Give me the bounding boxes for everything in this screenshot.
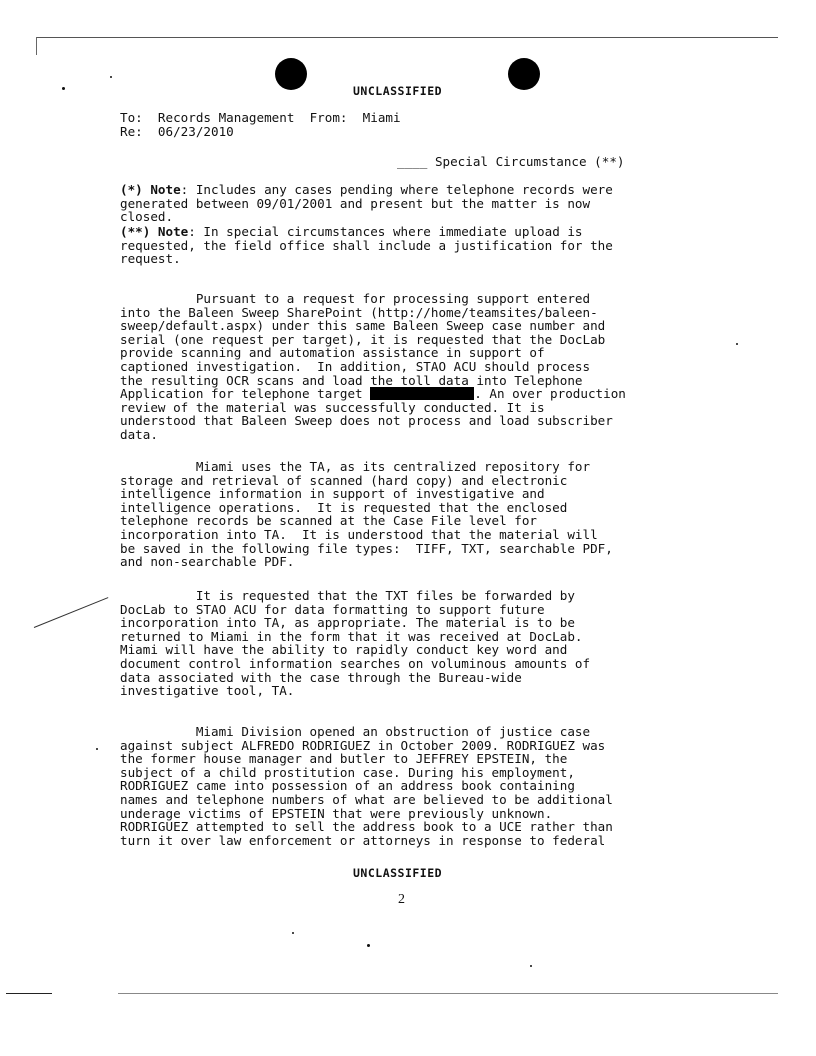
p4-line: Miami Division opened an obstruction of justice case — [120, 724, 591, 739]
p1-redaction-line-end: . An over production — [474, 386, 626, 402]
special-circumstance-line — [397, 155, 625, 169]
p4-line: names and telephone numbers of what are believed to be additional — [120, 791, 613, 807]
speck — [736, 343, 738, 345]
speck — [62, 87, 65, 90]
page-number: 2 — [398, 892, 405, 907]
note-1-line-2: generated between 09/01/2001 and present but the matter is now — [120, 195, 591, 211]
p3-line: Miami will have the ability to rapidly conduct key word and — [120, 642, 568, 658]
p1-line: Pursuant to a request for processing support entered — [120, 291, 591, 306]
punch-hole-right — [508, 58, 540, 90]
classification-top: UNCLASSIFIED — [353, 84, 443, 98]
p1-line: review of the material was successfully conducted. It is — [120, 399, 545, 415]
p4-line: subject of a child prostitution case. During his employment, — [120, 764, 575, 780]
p3-line: data associated with the case through the Bureau-wide — [120, 669, 522, 685]
scan-border-left — [36, 37, 37, 55]
p2-line: incorporation into TA. It is understood that the material will — [120, 526, 598, 542]
note-1-line-1: : Includes any cases pending where telephone records were — [180, 182, 613, 197]
classification-bottom: UNCLASSIFIED — [353, 866, 443, 880]
p4-line: against subject ALFREDO RODRIGUEZ in October 2009. RODRIGUEZ was — [120, 737, 606, 753]
re-label: Re: — [120, 124, 143, 139]
p3-line: returned to Miami in the form that it was received at DocLab. — [120, 628, 583, 644]
p1-line: into the Baleen Sweep SharePoint (http://home/teamsites/baleen- — [120, 304, 598, 320]
p2-line: be saved in the following file types: TIFF, TXT, searchable PDF, — [120, 540, 613, 556]
note-1-marker: (*) Note — [120, 182, 181, 197]
p1-line: captioned investigation. In addition, STAO ACU should process — [120, 358, 591, 374]
re-line — [120, 125, 234, 139]
p3-line: incorporation into TA, as appropriate. The material is to be — [120, 615, 575, 631]
punch-hole-left — [275, 58, 307, 90]
note-1 — [120, 183, 700, 224]
p2-line: intelligence operations. It is requested that the enclosed — [120, 499, 568, 515]
to-label: To: — [120, 110, 143, 125]
margin-pen-mark — [34, 597, 109, 628]
from-value: Miami — [362, 110, 401, 125]
speck — [367, 944, 370, 947]
p1-line: data. — [120, 426, 158, 442]
re-value: 06/23/2010 — [157, 124, 234, 139]
note-2-marker: (**) Note — [120, 224, 189, 239]
p4-line: RODRIGUEZ came into possession of an address book containing — [120, 778, 575, 794]
paragraph-4 — [120, 725, 700, 847]
p2-line: telephone records be scanned at the Case File level for — [120, 513, 538, 529]
to-value: Records Management — [157, 110, 295, 125]
from-label: From: — [309, 110, 348, 125]
p4-line: turn it over law enforcement or attorneys in response to federal — [120, 832, 606, 848]
p1-line: sweep/default.aspx) under this same Baleen Sweep case number and — [120, 318, 606, 334]
speck — [292, 932, 294, 934]
p2-line: intelligence information in support of investigative and — [120, 486, 545, 502]
special-circumstance-label: Special Circumstance (**) — [434, 154, 625, 169]
p3-line: document control information searches on voluminous amounts of — [120, 655, 591, 671]
p1-line: provide scanning and automation assistance in support of — [120, 345, 545, 361]
p1-line: understood that Baleen Sweep does not process and load subscriber — [120, 413, 613, 429]
scan-border-bottom-left — [6, 993, 52, 994]
p2-line: Miami uses the TA, as its centralized repository for — [120, 459, 591, 474]
special-blank: ____ — [397, 154, 428, 169]
note-2 — [120, 225, 700, 266]
p4-line: the former house manager and butler to JEFFREY EPSTEIN, the — [120, 751, 568, 767]
paragraph-2 — [120, 460, 700, 569]
scan-border-top — [36, 37, 778, 38]
p3-line: It is requested that the TXT files be forwarded by — [120, 588, 575, 603]
p1-redaction-line-start: Application for telephone target — [120, 386, 371, 402]
redaction-block — [370, 387, 474, 400]
p4-line: underage victims of EPSTEIN that were previously unknown. — [120, 805, 553, 821]
speck — [96, 748, 98, 750]
p4-line: RODRIGUEZ attempted to sell the address book to a UCE rather than — [120, 819, 613, 835]
speck — [530, 965, 532, 967]
speck — [110, 76, 112, 78]
paragraph-3 — [120, 589, 700, 698]
scan-border-bottom — [118, 993, 778, 994]
p2-line: and non-searchable PDF. — [120, 554, 295, 570]
p1-line: the resulting OCR scans and load the toll data into Telephone — [120, 372, 583, 388]
p2-line: storage and retrieval of scanned (hard copy) and electronic — [120, 472, 568, 488]
p3-line: investigative tool, TA. — [120, 683, 295, 699]
note-2-line-3: request. — [120, 251, 181, 267]
p3-line: DocLab to STAO ACU for data formatting to support future — [120, 601, 545, 617]
paragraph-1 — [120, 292, 700, 442]
note-2-line-1: : In special circumstances where immediate upload is — [188, 224, 583, 239]
to-line — [120, 111, 401, 125]
note-1-line-3: closed. — [120, 209, 174, 225]
note-2-line-2: requested, the field office shall include a justification for the — [120, 237, 613, 253]
p1-line: serial (one request per target), it is requested that the DocLab — [120, 331, 606, 347]
